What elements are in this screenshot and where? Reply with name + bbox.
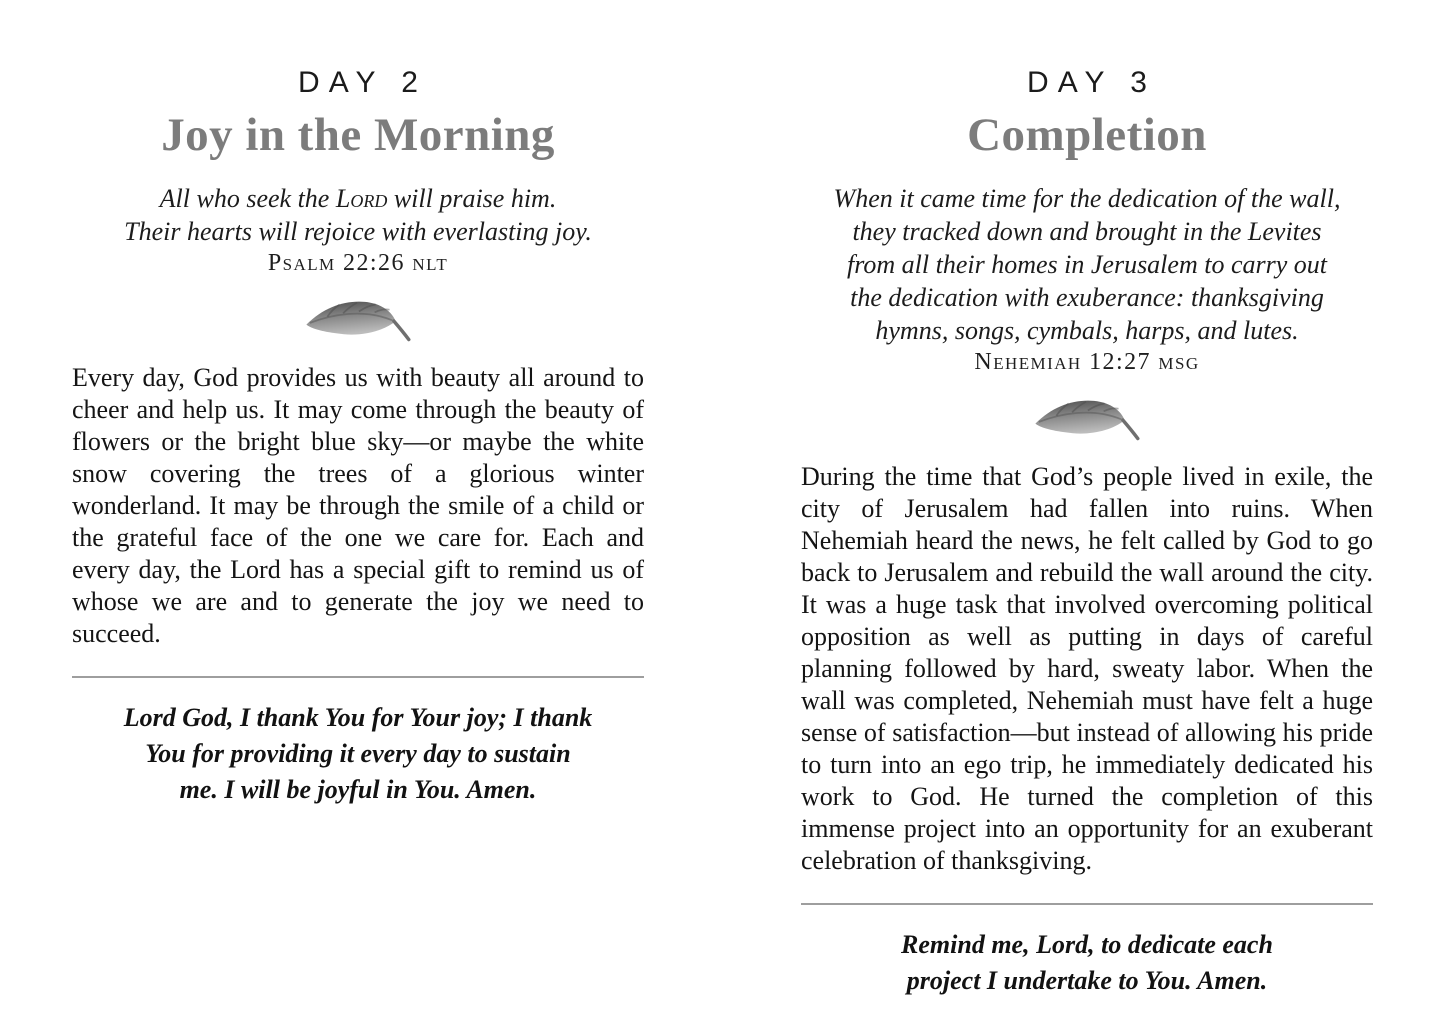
- day-label: DAY 3: [1027, 66, 1156, 99]
- page-title: Joy in the Morning: [161, 109, 555, 161]
- prayer-line: You for providing it every day to sustain: [145, 739, 571, 769]
- scripture-line: they tracked down and brought in the Levites: [852, 217, 1322, 247]
- prayer-line: me. I will be joyful in You. Amen.: [179, 775, 537, 805]
- devotional-text: Every day, God provides us with beauty all around to cheer and help us. It may come through the beauty of flowers or the bright blue sky—or maybe the white snow covering the trees of a glorious winter wonderland. It may be through the smile of a child or the grateful face of the one we care for. Each and every day, the Lord has a special gift to remind us of whose we are and to generate the joy we need to succeed.: [72, 363, 644, 649]
- scripture-line: hymns, songs, cymbals, harps, and lutes.: [875, 316, 1299, 346]
- prayer-line: Remind me, Lord, to dedicate each: [901, 930, 1273, 960]
- scripture-reference: Psalm 22:26 nlt: [267, 250, 449, 277]
- scripture-reference: Nehemiah 12:27 msg: [974, 349, 1200, 376]
- divider-rule: [72, 676, 644, 678]
- page-day-2: [72, 0, 644, 808]
- scripture-line: All who seek the Lord will praise him.: [159, 184, 557, 214]
- divider-rule: [801, 903, 1373, 905]
- day-label: DAY 2: [298, 66, 427, 99]
- scripture-line: from all their homes in Jerusalem to carry out: [847, 250, 1327, 280]
- devotional-text: During the time that God’s people lived in exile, the city of Jerusalem had fallen into ruins. When Nehemiah heard the news, he felt called by God to go back to Jerusalem and rebuild the wall around the city. It was a huge task that involved overcoming political opposition as well as putting in days of careful planning followed by hard, sweaty labor. When the wall was completed, Nehemiah must have felt a huge sense of satisfaction—but instead of allowing his pride to turn into an ego trip, he immediately dedicated his work to God. He turned the completion of this immense project into an opportunity for an exuberant celebration of thanksgiving.: [801, 462, 1373, 876]
- scripture-line: the dedication with exuberance: thanksgiving: [850, 283, 1324, 313]
- page-title: Completion: [967, 109, 1207, 161]
- leaf-icon: [1028, 393, 1146, 449]
- scripture-quote: [72, 182, 644, 278]
- prayer-line: project I undertake to You. Amen.: [906, 966, 1268, 996]
- scripture-quote: [801, 182, 1373, 377]
- leaf-icon: [299, 294, 417, 350]
- prayer-line: Lord God, I thank You for Your joy; I thank: [123, 703, 593, 733]
- page-day-3: [801, 0, 1373, 999]
- scripture-line: Their hearts will rejoice with everlasting joy.: [124, 217, 592, 247]
- prayer-text: [113, 700, 603, 808]
- scripture-line: When it came time for the dedication of the wall,: [833, 184, 1341, 214]
- prayer-text: [877, 927, 1297, 999]
